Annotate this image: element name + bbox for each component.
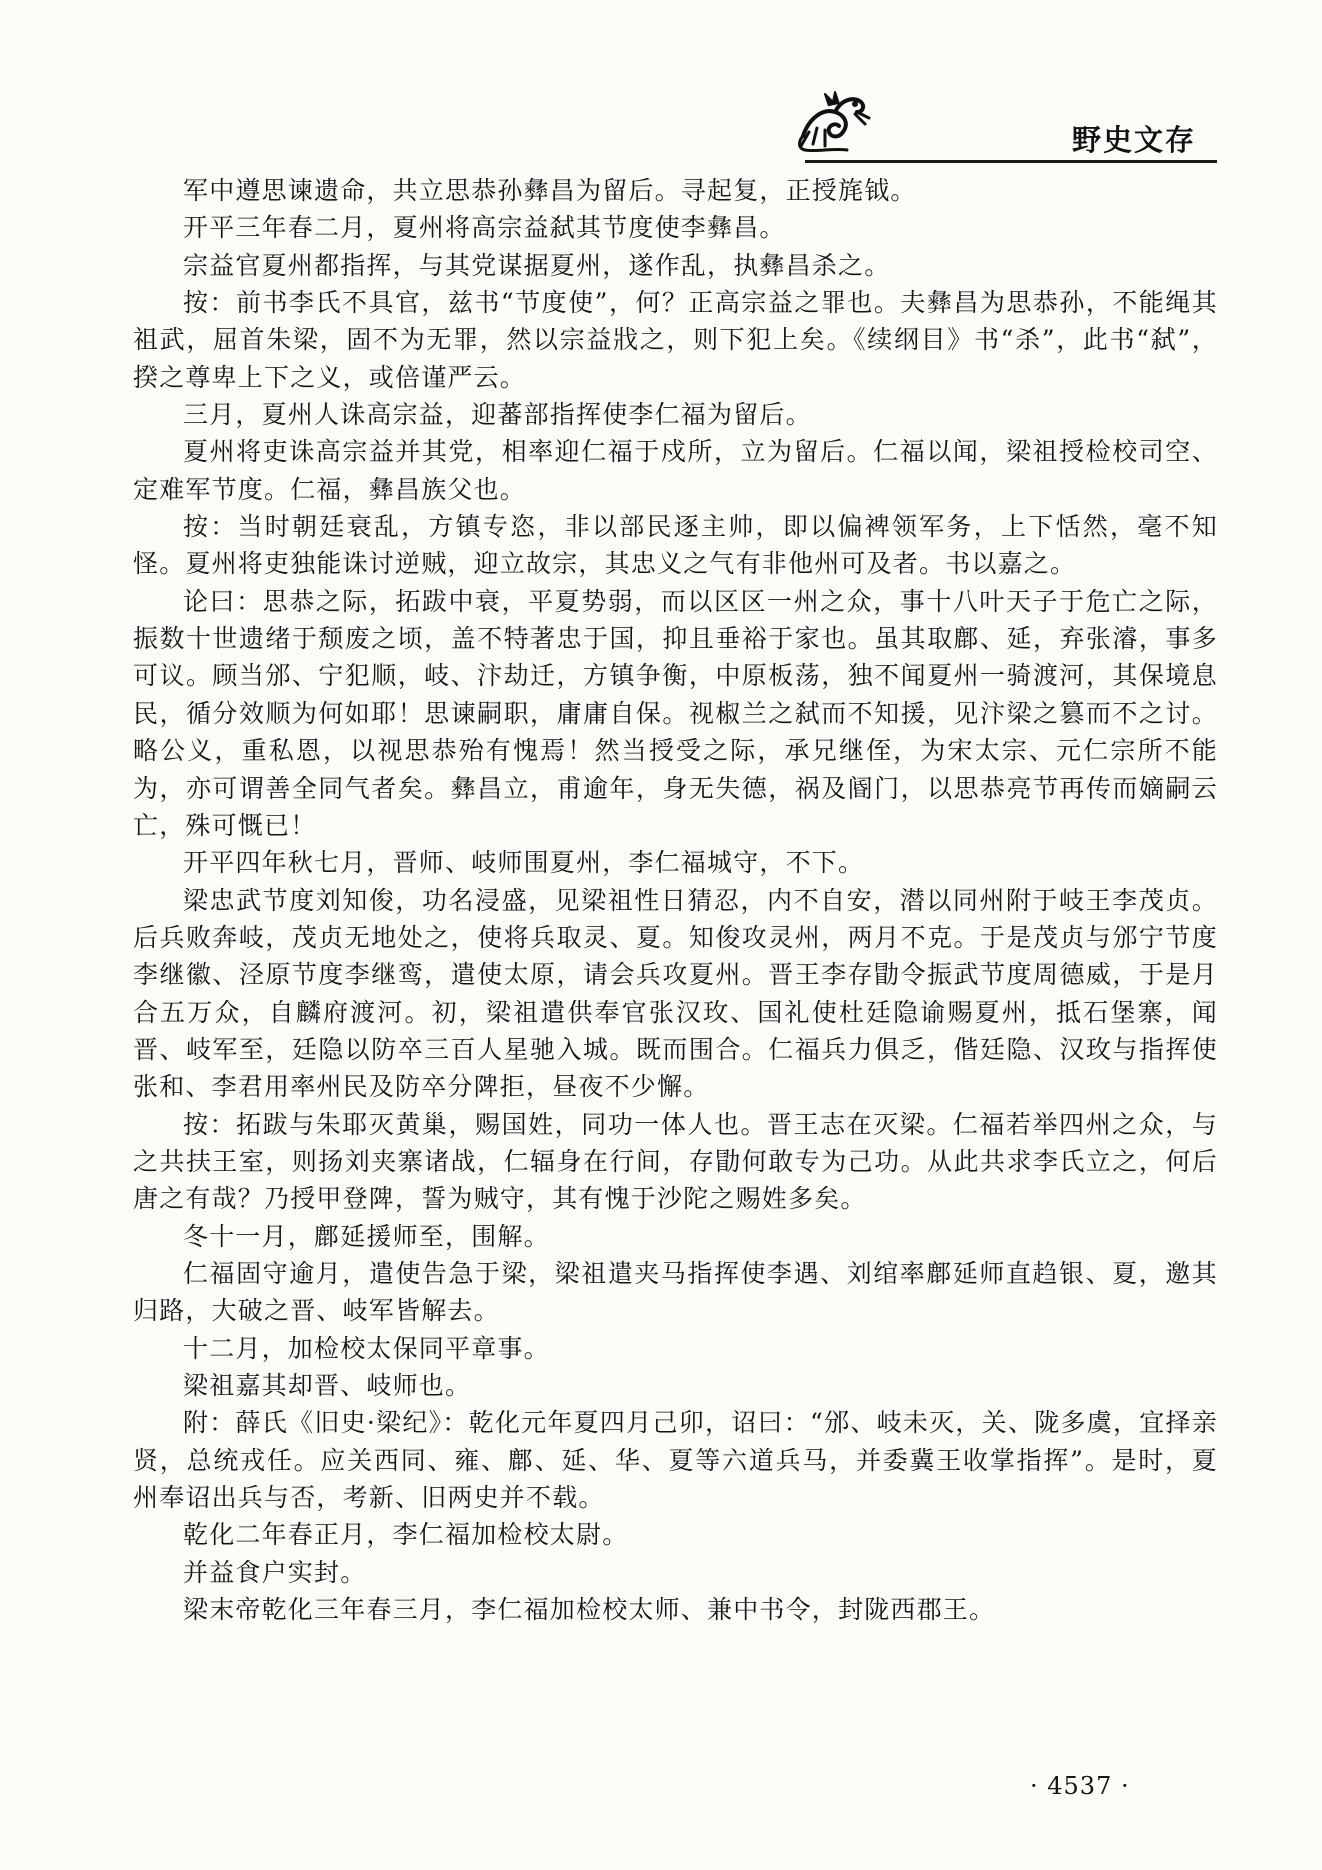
- paragraph: 按：当时朝廷衰乱，方镇专恣，非以部民逐主帅，即以偏裨领军务，上下恬然，毫不知怪。夏州将吏独能诛讨逆贼，迎立故宗，其忠义之气有非他州可及者。书以嘉之。: [133, 512, 1218, 579]
- header-rule: [805, 160, 1217, 163]
- paragraph: 宗益官夏州都指挥，与其党谋据夏州，遂作乱，执彝昌杀之。: [183, 250, 891, 280]
- paragraph: 开平三年春二月，夏州将高宗益弑其节度使李彝昌。: [183, 213, 786, 243]
- paragraph: 梁末帝乾化三年春三月，李仁福加检校太师、兼中书令，封陇西郡王。: [183, 1595, 996, 1625]
- paragraph: 开平四年秋七月，晋师、岐师围夏州，李仁福城守，不下。: [183, 848, 865, 878]
- paragraph: 仁福固守逾月，遣使告急于梁，梁祖遣夹马指挥使李遇、刘绾率鄜延师直趋银、夏，邀其归路，大破之晋、岐军皆解去。: [133, 1258, 1218, 1326]
- paragraph: 按：拓跋与朱耶灭黄巢，赐国姓，同功一体人也。晋王志在灭梁。仁福若举四州之众，与之共扶王室，则扬刘夹寨诸战，仁辐身在行间，存勖何敢专为己功。从此共求李氏立之，何后唐之有哉？乃授甲登陴，誓为贼守，其有愧于沙陀之赐姓多矣。: [133, 1109, 1218, 1214]
- paragraph: 并益食户实封。: [183, 1557, 367, 1587]
- page-number: · 4537 ·: [1030, 1772, 1130, 1800]
- paragraph: 论曰：思恭之际，拓跋中衰，平夏势弱，而以区区一州之众，事十八叶天子于危亡之际，振数十世遗绪于颓废之顷，盖不特著忠于国，抑且垂裕于家也。虽其取鄜、延，弃张濬，事多可议。顾当邠、宁犯顺，岐、汴劫迁，方镇争衡，中原板荡，独不闻夏州一骑渡河，其保境息民，循分效顺为何如耶！思谏嗣职，庸庸自保。视椒兰之弑而不知援，见汴梁之篡而不之讨。略公义，重私恩，以视思恭殆有愧焉！然当授受之际，承兄继侄，为宋太宗、元仁宗所不能为，亦可谓善全同气者矣。彝昌立，甫逾年，身无失德，祸及阍门，以思恭亮节再传而嫡嗣云亡，殊可慨已！: [133, 586, 1218, 840]
- paragraph: 三月，夏州人诛高宗益，迎蕃部指挥使李仁福为留后。: [183, 400, 812, 430]
- paragraph: 梁忠武节度刘知俊，功名浸盛，见梁祖性日猜忍，内不自安，潜以同州附于岐王李茂贞。后兵败奔岐，茂贞无地处之，使将兵取灵、夏。知俊攻灵州，两月不克。于是茂贞与邠宁节度李继徽、泾原节度李继鸾，遣使太原，请会兵攻夏州。晋王李存勖令振武节度周德威，于是月合五万众，自麟府渡河。初，梁祖遣供奉官张汉玫、国礼使杜廷隐谕赐夏州，抵石堡寨，闻晋、岐军至，廷隐以防卒三百人星驰入城。既而围合。仁福兵力俱乏，偕廷隐、汉玫与指挥使张和、李君用率州民及防卒分陴拒，昼夜不少懈。: [133, 885, 1218, 1102]
- dragon-emblem-icon: [795, 88, 873, 158]
- paragraph: 冬十一月，鄜延援师至，围解。: [183, 1221, 550, 1251]
- paragraph: 梁祖嘉其却晋、岐师也。: [183, 1371, 472, 1400]
- paragraph: 附：薛氏《旧史·梁纪》：乾化元年夏四月己卯，诏曰：“邠、岐未灭，关、陇多虞，宜择亲贤，总统戎任。应关西同、雍、鄜、延、华、夏等六道兵马，并委冀王收掌指挥”。是时，夏州奉诏出兵与否，考新、旧两史并不载。: [133, 1408, 1218, 1513]
- paragraph: 十二月，加检校太保同平章事。: [183, 1333, 550, 1363]
- paragraph: 乾化二年春正月，李仁福加检校太尉。: [183, 1520, 629, 1550]
- body-text: [133, 172, 1218, 1628]
- paragraph: 夏州将吏诛高宗益并其党，相率迎仁福于戍所，立为留后。仁福以闻，梁祖授检校司空、定难军节度。仁福，彝昌族父也。: [133, 437, 1218, 504]
- paragraph: 军中遵思谏遗命，共立思恭孙彝昌为留后。寻起复，正授旄钺。: [183, 176, 917, 205]
- paragraph: 按：前书李氏不具官，兹书“节度使”，何？正高宗益之罪也。夫彝昌为思恭孙，不能绳其祖武，屈首朱梁，固不为无罪，然以宗益戕之，则下犯上矣。《续纲目》书“杀”，此书“弑”，揆之尊卑上下之义，或倍谨严云。: [133, 288, 1218, 392]
- page-header: [0, 0, 1322, 170]
- series-title: 野史文存: [1072, 123, 1197, 157]
